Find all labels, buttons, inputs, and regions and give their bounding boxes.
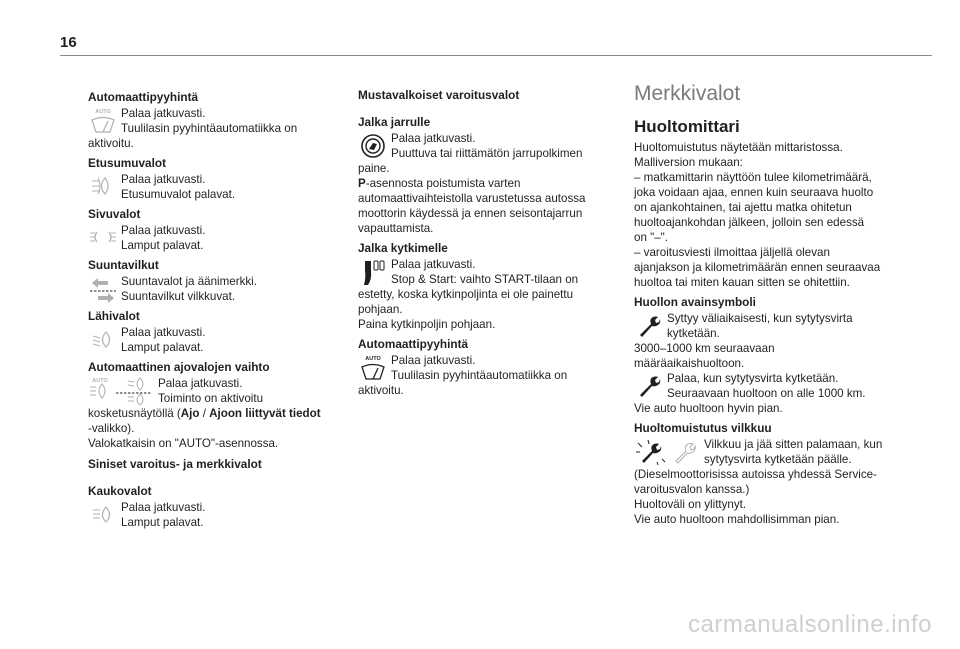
clutch-line-1: Palaa jatkuvasti. [391, 258, 476, 271]
clutch-block [358, 241, 598, 332]
intro-line-10: huoltoa tai miten kauan sitten se ohitettiin. [634, 276, 850, 289]
service-flash-line-5: Huoltoväli on ylittynyt. [634, 498, 747, 511]
column-1 [88, 90, 328, 535]
spanner-icon [634, 311, 664, 341]
column-3 [634, 82, 894, 532]
brake-line-4: P-asennosta poistumista varten [358, 177, 521, 190]
svg-text:AUTO: AUTO [365, 356, 381, 362]
watermark: carmanualsonline.info [688, 611, 932, 638]
auto-wiper-block [88, 90, 328, 151]
brake-block [358, 115, 598, 236]
intro-line-1: Huoltomuistutus näytetään mittaristossa. [634, 141, 843, 154]
foot-on-clutch-icon [358, 257, 388, 287]
auto-headlight-switching-icon [88, 376, 154, 406]
intro-line-8: – varoitusviesti ilmoittaa jäljellä olevan [634, 246, 830, 259]
spanner-icon-2 [634, 371, 664, 401]
auto-wiper-bw-line-2: Tuulilasin pyyhintäautomatiikka on [391, 369, 568, 382]
front-fog-block [88, 156, 328, 202]
auto-wiper-bw-line-3: aktivoitu. [358, 384, 404, 397]
blue-section-heading: Siniset varoitus- ja merkkivalot [88, 457, 262, 471]
auto-lights-line-1: Palaa jatkuvasti. [158, 377, 243, 390]
service-flash-line-4: varoitusvalon kanssa.) [634, 483, 750, 496]
auto-lights-title: Automaattinen ajovalojen vaihto [88, 360, 270, 374]
auto-wiper-bw-block [358, 337, 598, 398]
brake-line-5: automaattivaihteistolla varustetussa autossa [358, 192, 586, 205]
side-lights-icon [88, 223, 118, 253]
auto-wiper-title: Automaattipyyhintä [88, 90, 199, 104]
brake-line-6: moottorin käydessä ja ennen seisontajarrun [358, 207, 583, 220]
auto-wiper-bw-title: Automaattipyyhintä [358, 337, 469, 351]
front-fog-line-1: Palaa jatkuvasti. [121, 173, 206, 186]
column-2 [358, 90, 598, 403]
section-title: Huoltomittari [634, 117, 740, 136]
main-beam-icon [88, 500, 118, 530]
intro-line-5: on ajankohtainen, tai ajettu matka ohitetun [634, 201, 852, 214]
service-flash-line-2: sytytysvirta kytketään päälle. [704, 453, 852, 466]
auto-lights-line-3: kosketusnäytöllä (Ajo / Ajoon liittyvät tiedot [88, 407, 321, 420]
side-lights-line-1: Palaa jatkuvasti. [121, 224, 206, 237]
auto-wiper-bw-line-1: Palaa jatkuvasti. [391, 354, 476, 367]
side-lights-title: Sivuvalot [88, 207, 141, 221]
service-flash-line-6: Vie auto huoltoon mahdollisimman pian. [634, 513, 840, 526]
clutch-line-3: estetty, koska kytkinpoljinta ei ole painettu [358, 288, 574, 301]
dipped-beam-icon [88, 325, 118, 355]
intro-line-9: ajanjakson ja kilometrimäärän ennen seuraavaa [634, 261, 881, 274]
page-number: 16 [60, 34, 77, 51]
service-b-line-3: Vie auto huoltoon hyvin pian. [634, 402, 783, 415]
service-a-line-1: Syttyy väliaikaisesti, kun sytytysvirta [667, 312, 853, 325]
dipped-beam-line-2: Lamput palavat. [121, 341, 204, 354]
front-fog-lamp-icon [88, 172, 118, 202]
indicators-title: Suuntavilkut [88, 258, 159, 272]
brake-line-1: Palaa jatkuvasti. [391, 132, 476, 145]
brake-line-7: vapauttamista. [358, 222, 434, 235]
header-rule [60, 55, 932, 56]
auto-lights-line-2: Toiminto on aktivoitu [158, 392, 264, 405]
auto-wiper-line-3: aktivoitu. [88, 137, 134, 150]
indicators-line-1: Suuntavalot ja äänimerkki. [121, 275, 257, 288]
clutch-line-5: Paina kytkinpoljin pohjaan. [358, 318, 496, 331]
intro-line-7: on "–". [634, 231, 669, 244]
auto-lights-line-4: -valikko). [88, 422, 135, 435]
intro-line-6: huoltoajankohdan jälkeen, jolloin sen edessä [634, 216, 865, 229]
brake-line-2: Puuttuva tai riittämätön jarrupolkimen [391, 147, 583, 160]
auto-wiper-icon [88, 106, 118, 136]
service-flash-line-1: Vilkkuu ja jää sitten palamaan, kun [704, 438, 883, 451]
flashing-spanner-icon [634, 437, 700, 467]
clutch-title: Jalka kytkimelle [358, 241, 448, 255]
service-b-line-2: Seuraavaan huoltoon on alle 1000 km. [667, 387, 866, 400]
service-symbol-block [634, 295, 894, 416]
main-beam-block [88, 484, 328, 530]
brake-line-3: paine. [358, 162, 390, 175]
service-a-line-2: kytketään. [667, 327, 720, 340]
intro-line-4: joka voidaan ajaa, ennen kuin seuraava huolto [634, 186, 874, 199]
dipped-beam-line-1: Palaa jatkuvasti. [121, 326, 206, 339]
chapter-title: Merkkivalot [634, 82, 741, 105]
indicators-block [88, 258, 328, 304]
clutch-line-2: Stop & Start: vaihto START-tilaan on [391, 273, 579, 286]
front-fog-line-2: Etusumuvalot palavat. [121, 188, 236, 201]
foot-on-brake-icon [358, 131, 388, 161]
service-b-line-1: Palaa, kun sytytysvirta kytketään. [667, 372, 839, 385]
main-beam-title: Kaukovalot [88, 484, 152, 498]
auto-wiper-bw-icon [358, 353, 388, 383]
side-lights-line-2: Lamput palavat. [121, 239, 204, 252]
auto-lights-block [88, 360, 328, 451]
service-a-line-3: 3000–1000 km seuraavaan [634, 342, 775, 355]
auto-wiper-line-1: Palaa jatkuvasti. [121, 107, 206, 120]
service-flash-block [634, 421, 894, 527]
auto-wiper-line-2: Tuulilasin pyyhintäautomatiikka on [121, 122, 298, 135]
dipped-beam-block [88, 309, 328, 355]
intro-line-2: Malliversion mukaan: [634, 156, 743, 169]
side-lights-block [88, 207, 328, 253]
service-a-line-4: määräaikaishuoltoon. [634, 357, 745, 370]
bw-section-heading: Mustavalkoiset varoitusvalot [358, 88, 520, 102]
dipped-beam-title: Lähivalot [88, 309, 140, 323]
indicators-line-2: Suuntavilkut vilkkuvat. [121, 290, 236, 303]
brake-title: Jalka jarrulle [358, 115, 431, 129]
auto-lights-line-5: Valokatkaisin on "AUTO"-asennossa. [88, 437, 279, 450]
turn-signal-arrows-icon [88, 274, 118, 304]
svg-text:AUTO: AUTO [92, 378, 108, 384]
service-symbol-title: Huollon avainsymboli [634, 295, 756, 309]
svg-text:AUTO: AUTO [95, 109, 111, 115]
main-beam-line-2: Lamput palavat. [121, 516, 204, 529]
front-fog-title: Etusumuvalot [88, 156, 166, 170]
main-beam-line-1: Palaa jatkuvasti. [121, 501, 206, 514]
service-intro [634, 140, 894, 290]
clutch-line-4: pohjaan. [358, 303, 403, 316]
service-flash-line-3: (Dieselmoottorisissa autoissa yhdessä Service- [634, 468, 877, 481]
service-flash-title: Huoltomuistutus vilkkuu [634, 421, 772, 435]
intro-line-3: – matkamittarin näyttöön tulee kilometrimäärä, [634, 171, 872, 184]
